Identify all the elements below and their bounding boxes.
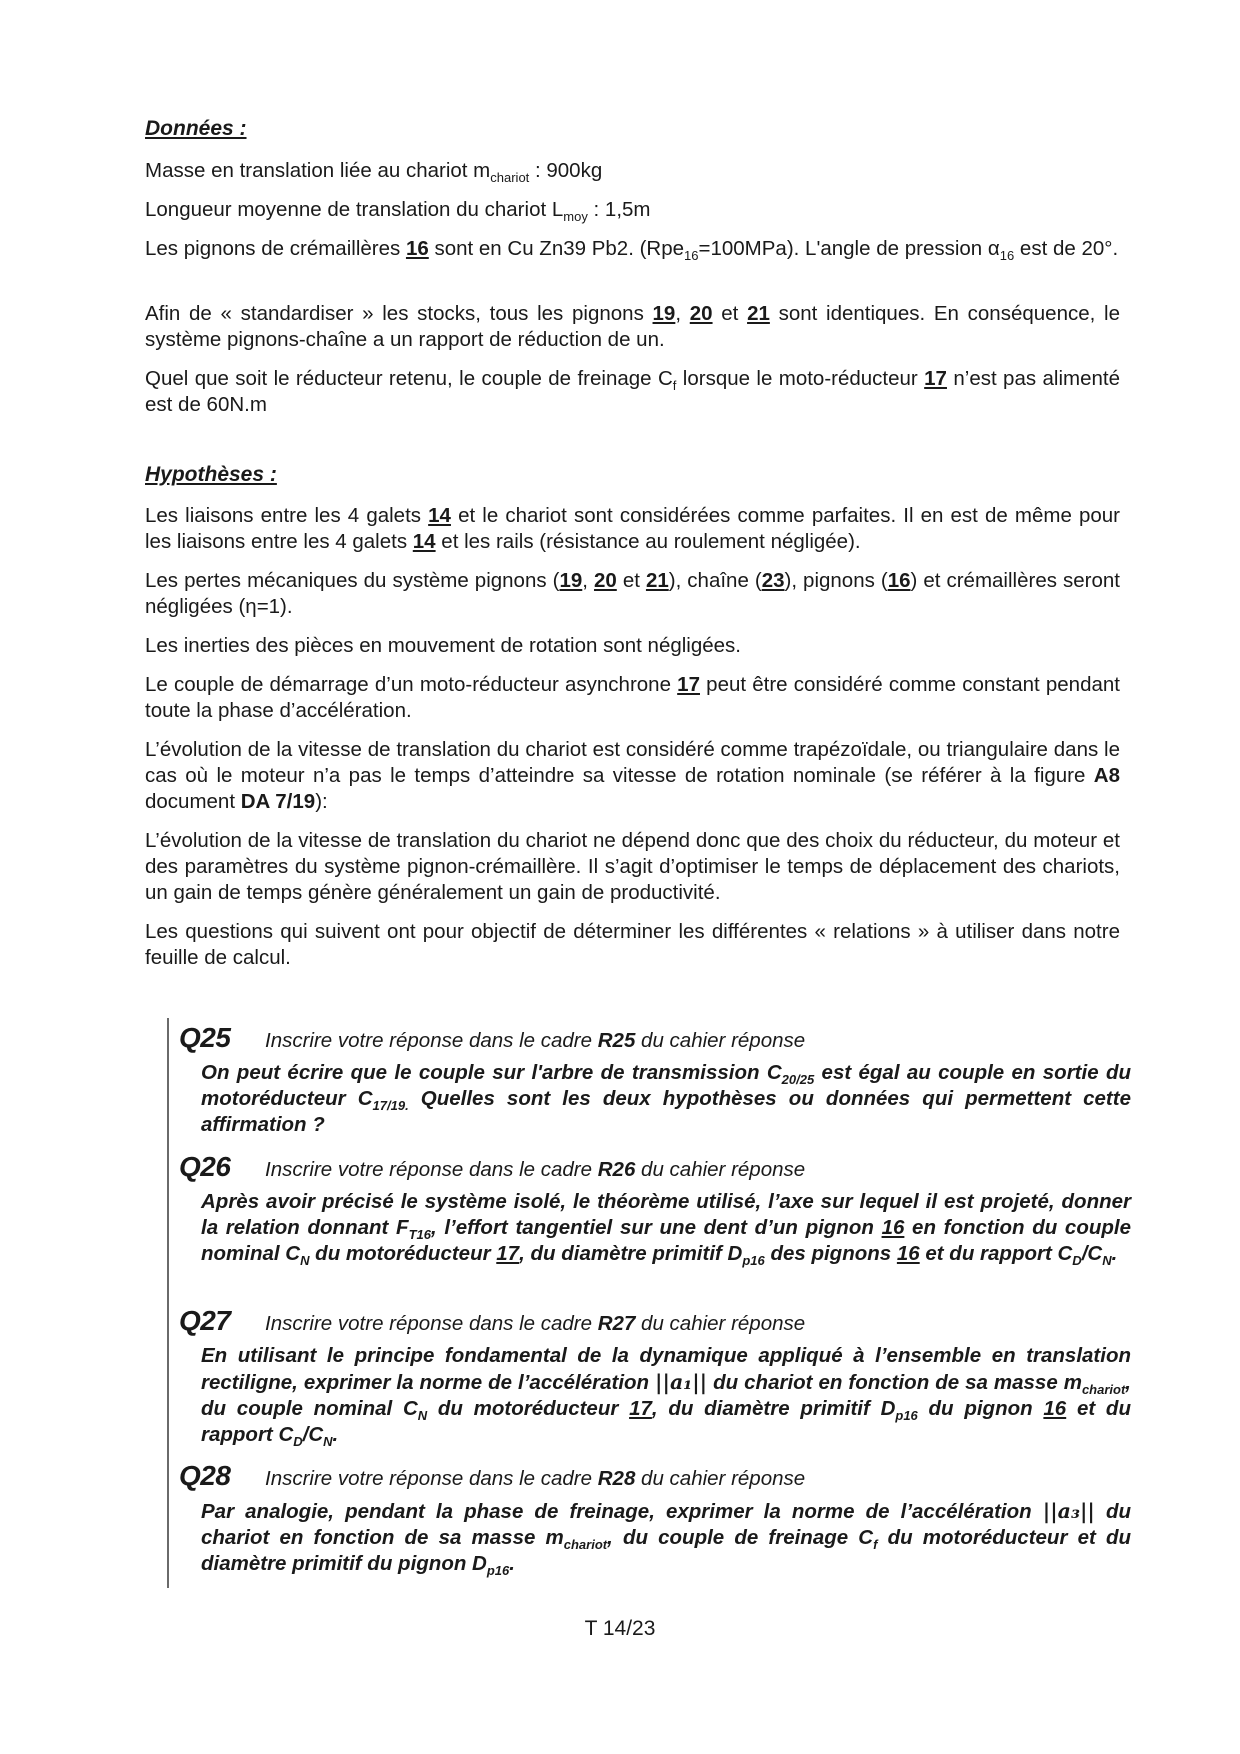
questions-intro: Les questions qui suivent ont pour objectif de déterminer les différentes « relations » à utiliser dans notre feuille de calcul. [145,920,1120,969]
question-number: Q26 [179,1151,231,1182]
question-instruction: Inscrire votre réponse dans le cadre R28 du cahier réponse [265,1467,806,1490]
question-instruction: Inscrire votre réponse dans le cadre R27 du cahier réponse [265,1312,806,1335]
donnees-title: Données : [145,117,247,140]
questions-block [167,1018,1131,1588]
question-text: Après avoir précisé le système isolé, le théorème utilisé, l’axe sur lequel il est projeté, donner la relation donnant $F_{T16}$, l’effort tangentiel sur une dent d’un pignon 16 en fonction du couple nominal $C_N$ du motoréducteur 17, du diamètre primitif $D_{p16}$ des pignons 16 et du rapport $C_D/C_N$. [201,1190,1131,1269]
question-q25 [179,1022,1131,1138]
question-text: En utilisant le principe fondamental de la dynamique appliqué à l’ensemble en translation rectiligne, exprimer la norme de l’accélération ||a₁|| du chariot en fonction de sa masse $m_{chariot}$, du couple nominal $C_N$ du motoréducteur 17, du diamètre primitif $D_{p16}$ du pignon 16 et du rapport $C_D/C_N$. [201,1344,1131,1450]
hypothese-couple-demarrage: Le couple de démarrage d’un moto-réducteur asynchrone 17 peut être considéré comme constant pendant toute la phase d’accélération. [145,673,1120,722]
hypotheses-title: Hypothèses : [145,463,277,486]
hypothese-pertes: Les pertes mécaniques du système pignons (19, 20 et 21), chaîne (23), pignons (16) et crémaillères seront négligées (η=1). [145,569,1120,618]
question-q26 [179,1151,1131,1269]
question-number: Q25 [179,1022,231,1053]
couple-paragraph: Quel que soit le réducteur retenu, le couple de freinage $C_f$ lorsque le moto-réducteur 17 n’est pas alimenté est de 60N.m [145,367,1120,416]
hypothese-inerties: Les inerties des pièces en mouvement de rotation sont négligées. [145,634,742,657]
length-line: Longueur moyenne de translation du chariot $L_{moy}$ : 1,5m [145,198,651,225]
pignons-paragraph: Les pignons de crémaillères 16 sont en Cu Zn39 Pb2. (Rpe$_{16}$=100MPa). L'angle de pression $\alpha_{16}$ est de 20°. [145,237,1119,264]
question-text: On peut écrire que le couple sur l'arbre de transmission $C_{20/25}$ est égal au couple en sortie du motoréducteur $C_{17/19.}$ Quelles sont les deux hypothèses ou données qui permettent cette affirmation ? [201,1061,1131,1136]
hypothese-optimisation: L’évolution de la vitesse de translation du chariot ne dépend donc que des choix du réducteur, du moteur et des paramètres du système pignon-crémaillère. Il s’agit d’optimiser le temps de déplacement des chariots, un gain de temps génère généralement un gain de productivité. [145,829,1120,904]
question-q28 [179,1460,1131,1579]
hypothese-evolution-vitesse: L’évolution de la vitesse de translation du chariot est considéré comme trapézoïdale, ou triangulaire dans le cas où le moteur n’a pas le temps d’atteindre sa vitesse de rotation nominale (se référer à la figure A8 document DA 7/19): [145,738,1120,813]
question-number: Q27 [179,1305,231,1336]
acceleration-vector-a1: ||a₁|| [655,1370,708,1394]
question-number: Q28 [179,1460,231,1491]
standardisation-paragraph: Afin de « standardiser » les stocks, tous les pignons 19, 20 et 21 sont identiques. En conséquence, le système pignons-chaîne a un rapport de réduction de un. [145,302,1120,351]
question-q27 [179,1305,1131,1450]
question-text: Par analogie, pendant la phase de freinage, exprimer la norme de l’accélération ||a₃|| du chariot en fonction de sa masse $m_{chariot}$, du couple de freinage $C_f$ du motoréducteur et du diamètre primitif du pignon $D_{p16}$. [201,1499,1131,1579]
question-instruction: Inscrire votre réponse dans le cadre R25 du cahier réponse [265,1029,806,1052]
acceleration-vector-a3: ||a₃|| [1042,1499,1095,1523]
mass-line: Masse en translation liée au chariot $m_{chariot}$ : 900kg [145,159,603,186]
page-number: T 14/23 [584,1617,656,1640]
question-instruction: Inscrire votre réponse dans le cadre R26 du cahier réponse [265,1158,806,1181]
hypothese-liaisons: Les liaisons entre les 4 galets 14 et le chariot sont considérées comme parfaites. Il en est de même pour les liaisons entre les 4 galets 14 et les rails (résistance au roulement négligée). [145,504,1120,553]
